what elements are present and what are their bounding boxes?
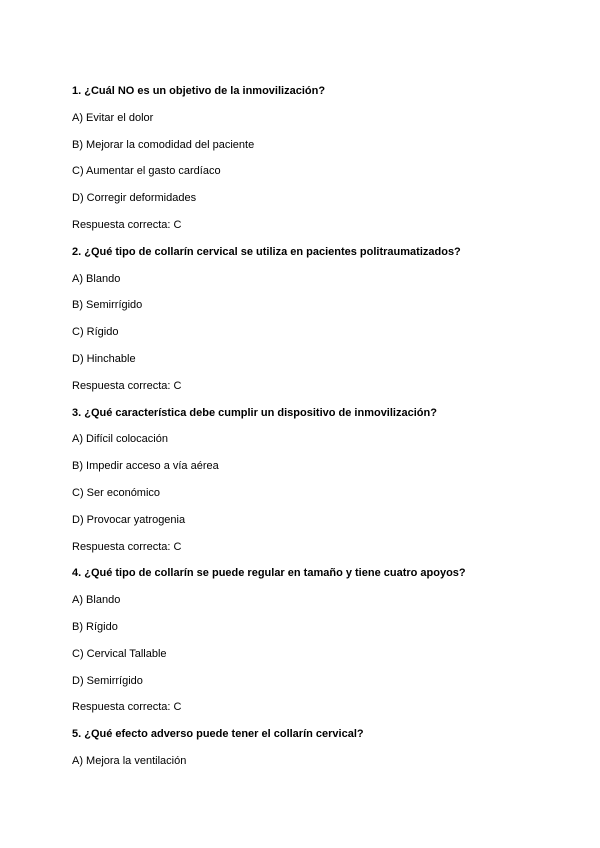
document-page — [72, 82, 572, 779]
answer-option: D) Provocar yatrogenia — [72, 513, 186, 526]
answer-option: A) Mejora la ventilación — [72, 754, 187, 767]
answer-option: D) Semirrígido — [72, 674, 143, 687]
answer-option: B) Semirrígido — [72, 299, 143, 312]
answer-option: A) Blando — [72, 272, 121, 285]
question-text: 3. ¿Qué característica debe cumplir un dispositivo de inmovilización? — [72, 406, 437, 419]
question-block-1 — [72, 82, 572, 243]
answer-option: A) Difícil colocación — [72, 433, 168, 446]
answer-option: A) Evitar el dolor — [72, 111, 154, 124]
answer-option: C) Aumentar el gasto cardíaco — [72, 165, 221, 178]
question-text: 1. ¿Cuál NO es un objetivo de la inmovilización? — [72, 85, 326, 97]
answer-option: B) Mejorar la comodidad del paciente — [72, 138, 255, 151]
question-block-2 — [72, 243, 572, 404]
answer-option: D) Hinchable — [72, 352, 136, 365]
answer-option: B) Impedir acceso a vía aérea — [72, 460, 219, 473]
answer-option: D) Corregir deformidades — [72, 192, 197, 205]
answer-option: B) Rígido — [72, 620, 118, 633]
correct-answer: Respuesta correcta: C — [72, 379, 182, 392]
question-text: 5. ¿Qué efecto adverso puede tener el collarín cervical? — [72, 728, 364, 741]
answer-option: C) Cervical Tallable — [72, 647, 167, 660]
question-text: 2. ¿Qué tipo de collarín cervical se utiliza en pacientes politraumatizados? — [72, 245, 461, 258]
answer-option: C) Rígido — [72, 326, 119, 339]
correct-answer: Respuesta correcta: C — [72, 218, 182, 231]
answer-option: A) Blando — [72, 594, 121, 607]
question-text: 4. ¿Qué tipo de collarín se puede regular en tamaño y tiene cuatro apoyos? — [72, 567, 466, 580]
answer-option: C) Ser económico — [72, 486, 161, 499]
question-block-3 — [72, 404, 572, 565]
correct-answer: Respuesta correcta: C — [72, 701, 182, 714]
correct-answer: Respuesta correcta: C — [72, 540, 182, 553]
question-block-4 — [72, 564, 572, 725]
question-block-5 — [72, 725, 572, 779]
